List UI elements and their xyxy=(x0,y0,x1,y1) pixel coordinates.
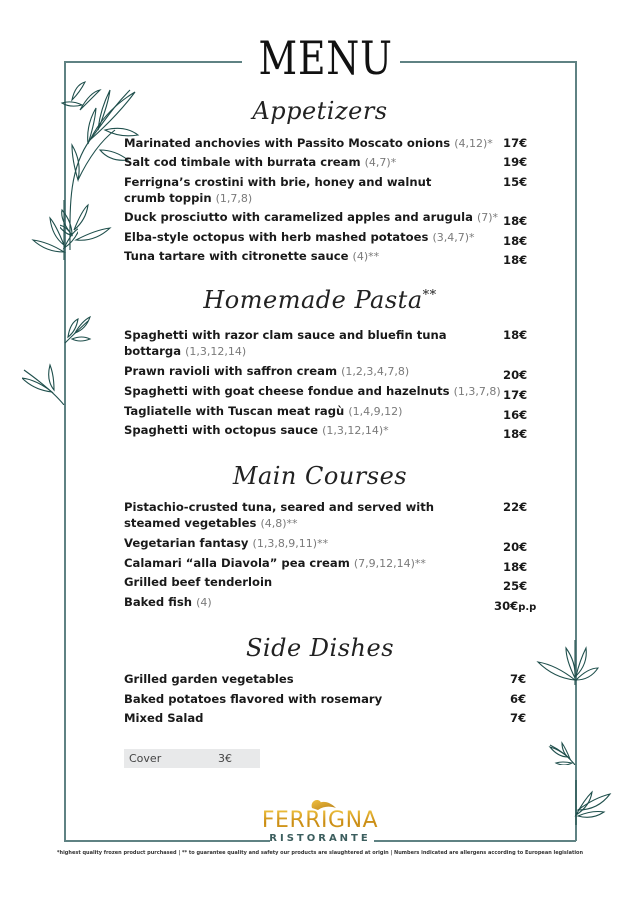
menu-item xyxy=(124,671,544,687)
menu-item xyxy=(124,710,544,726)
section-title-pasta-text: Homemade Pasta xyxy=(203,286,423,314)
menu-item xyxy=(124,383,544,400)
item-name: Salt cod timbale with burrata cream xyxy=(124,155,361,169)
menu-item xyxy=(124,691,544,707)
leaf-sprig-upper-mid-left-icon xyxy=(60,315,100,345)
menu-item xyxy=(124,327,528,360)
menu-item xyxy=(124,209,544,226)
menu-item xyxy=(124,403,544,420)
item-price: 18€ xyxy=(503,560,528,574)
menu-item xyxy=(124,248,544,265)
leaf-sprig-lower-mid-left-icon xyxy=(22,360,67,405)
item-allergens: (1,4,9,12) xyxy=(348,405,403,418)
item-price: 16€ xyxy=(503,408,528,422)
leaf-sprig-right-lower-icon xyxy=(574,780,614,825)
frame-bottom-right-line xyxy=(374,840,576,842)
item-price: 7€ xyxy=(510,672,527,686)
item-name: Mixed Salad xyxy=(124,711,204,725)
item-price-value: 30€ xyxy=(494,599,519,613)
item-allergens: (7,9,12,14)** xyxy=(353,557,426,570)
menu-title: MENU xyxy=(258,31,393,85)
item-price xyxy=(494,598,536,616)
item-name: Baked potatoes flavored with rosemary xyxy=(124,692,383,706)
footnote: *highest quality frozen product purchased | ** to guarantee quality and safety our products are slaughtered at origin | Numbers indicated are allergens according to European legislation xyxy=(56,850,584,856)
item-allergens: (3,4,7)* xyxy=(432,231,475,244)
section-title-mains: Main Courses xyxy=(232,462,408,490)
item-allergens: (1,3,12,14) xyxy=(185,345,247,358)
item-name: Calamari “alla Diavola” pea cream xyxy=(124,556,350,570)
menu-item xyxy=(124,555,544,572)
item-name: Vegetarian fantasy xyxy=(124,536,249,550)
item-price: 20€ xyxy=(503,368,528,382)
leaf-sprig-left-icon xyxy=(28,200,78,260)
item-price: 18€ xyxy=(503,234,528,248)
item-name: Grilled beef tenderloin xyxy=(124,575,273,589)
item-name: Tagliatelle with Tuscan meat ragù xyxy=(124,404,345,418)
item-price: 7€ xyxy=(510,711,527,725)
item-name: Elba-style octopus with herb mashed potatoes xyxy=(124,230,429,244)
section-title-sides: Side Dishes xyxy=(245,634,395,662)
item-name: Grilled garden vegetables xyxy=(124,672,294,686)
item-name: Baked fish xyxy=(124,595,193,609)
item-name: Prawn ravioli with saffron cream xyxy=(124,364,338,378)
item-price: 25€ xyxy=(503,579,528,593)
item-allergens: (1,2,3,4,7,8) xyxy=(341,365,410,378)
menu-item xyxy=(124,422,544,439)
frame-top-right-line xyxy=(400,61,576,63)
menu-item xyxy=(124,363,544,380)
item-price: 18€ xyxy=(503,214,528,228)
frame-bottom-left-line xyxy=(64,840,270,842)
menu-item xyxy=(124,574,544,591)
leaf-sprig-right-middle-icon xyxy=(548,737,578,765)
menu-item xyxy=(124,229,544,246)
item-name: Marinated anchovies with Passito Moscato onions xyxy=(124,136,451,150)
logo-subtitle: RISTORANTE xyxy=(269,833,371,844)
item-allergens: (1,7,8) xyxy=(215,192,253,205)
item-price: 17€ xyxy=(503,136,528,150)
section-title-pasta xyxy=(0,286,640,314)
section-title-pasta-mark: ** xyxy=(422,288,437,303)
item-name: Spaghetti with goat cheese fondue and hazelnuts xyxy=(124,384,450,398)
item-name: Pistachio-crusted tuna, seared and served with steamed vegetables xyxy=(124,500,435,530)
item-name: Tuna tartare with citronette sauce xyxy=(124,249,349,263)
item-name: Ferrigna’s crostini with brie, honey and walnut crumb toppin xyxy=(124,175,432,205)
menu-item xyxy=(124,594,544,611)
cover-label: Cover xyxy=(129,752,162,765)
frame-right-line xyxy=(575,61,577,841)
item-allergens: (4,8)** xyxy=(260,517,298,530)
item-allergens: (4)** xyxy=(352,250,380,263)
cover-value: 3€ xyxy=(218,752,232,765)
menu-item xyxy=(124,535,544,552)
section-title-appetizers: Appetizers xyxy=(252,97,388,125)
item-allergens: (4) xyxy=(196,596,212,609)
item-name: Spaghetti with razor clam sauce and bluefin tuna bottarga xyxy=(124,328,447,358)
item-name: Duck prosciutto with caramelized apples and arugula xyxy=(124,210,473,224)
item-price: 17€ xyxy=(503,388,528,402)
menu-item xyxy=(124,135,544,152)
menu-item xyxy=(124,499,528,532)
item-price: 19€ xyxy=(503,155,528,169)
item-price: 6€ xyxy=(510,692,527,706)
item-price: 18€ xyxy=(503,328,528,342)
menu-item xyxy=(124,174,528,207)
item-price: 18€ xyxy=(503,427,528,441)
menu-item xyxy=(124,154,544,171)
item-price: 18€ xyxy=(503,253,528,267)
item-allergens: (4,7)* xyxy=(364,156,397,169)
item-allergens: (1,3,7,8) xyxy=(453,385,501,398)
item-allergens: (1,3,8,9,11)** xyxy=(252,537,329,550)
frame-top-left-line xyxy=(64,61,242,63)
item-allergens: (7)* xyxy=(476,211,499,224)
item-price-suffix: p.p xyxy=(518,602,537,613)
item-allergens: (1,3,12,14)* xyxy=(322,424,389,437)
item-price: 15€ xyxy=(503,175,528,189)
logo-name: FERRIGNA xyxy=(250,808,390,833)
item-allergens: (4,12)* xyxy=(454,137,493,150)
cover-charge-box xyxy=(124,749,260,768)
item-name: Spaghetti with octopus sauce xyxy=(124,423,319,437)
item-price: 20€ xyxy=(503,540,528,554)
item-price: 22€ xyxy=(503,500,528,514)
